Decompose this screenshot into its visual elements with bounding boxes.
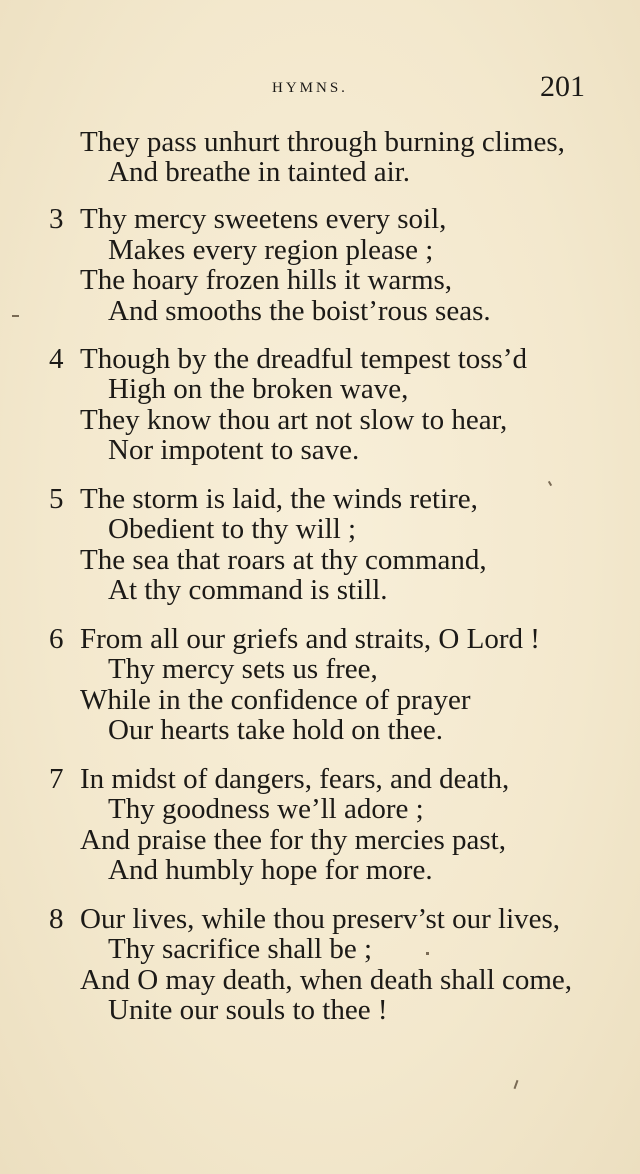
page-number: 201 bbox=[540, 70, 585, 103]
stanza-line: Our lives, while thou preserv’st our lives, bbox=[80, 903, 561, 935]
stanza-line: Thy sacrifice shall be ; bbox=[108, 933, 373, 965]
ink-speck bbox=[548, 481, 552, 486]
stanza-line: Obedient to thy will ; bbox=[108, 513, 357, 545]
stanza-line: And humbly hope for more. bbox=[108, 854, 433, 886]
stanza-line: The sea that roars at thy command, bbox=[80, 544, 487, 576]
ink-speck bbox=[12, 315, 19, 317]
stanza-line: The hoary frozen hills it warms, bbox=[80, 264, 453, 296]
running-head: HYMNS. bbox=[272, 80, 348, 96]
stanza-line: In midst of dangers, fears, and death, bbox=[80, 763, 510, 795]
stanza-line: Our hearts take hold on thee. bbox=[108, 714, 444, 746]
stanza-line: Thy mercy sets us free, bbox=[108, 653, 378, 685]
stanza-line: And praise thee for thy mercies past, bbox=[80, 824, 506, 856]
stanza-line: They know thou art not slow to hear, bbox=[80, 404, 508, 436]
stanza-line: High on the broken wave, bbox=[108, 373, 409, 405]
stanza-line: And breathe in tainted air. bbox=[108, 156, 410, 188]
stanza-number: 6 bbox=[49, 623, 64, 655]
stanza-number: 8 bbox=[49, 903, 64, 935]
ink-speck bbox=[426, 952, 429, 955]
stanza-line: They pass unhurt through burning climes, bbox=[80, 126, 565, 158]
stanza-line: While in the confidence of prayer bbox=[80, 684, 471, 716]
stanza-line: And smooths the boist’rous seas. bbox=[108, 295, 491, 327]
stanza-number: 3 bbox=[49, 203, 64, 235]
stanza-line: From all our griefs and straits, O Lord ! bbox=[80, 623, 540, 655]
stanza-line: Unite our souls to thee ! bbox=[108, 994, 388, 1026]
stanza-number: 4 bbox=[49, 343, 64, 375]
stanza-line: And O may death, when death shall come, bbox=[80, 964, 573, 996]
stanza-line: Though by the dreadful tempest toss’d bbox=[80, 343, 527, 375]
stanza-line: At thy command is still. bbox=[108, 574, 388, 606]
stanza-line: Nor impotent to save. bbox=[108, 434, 360, 466]
stanza-line: The storm is laid, the winds retire, bbox=[80, 483, 478, 515]
stanza-number: 5 bbox=[49, 483, 64, 515]
stanza-line: Makes every region please ; bbox=[108, 234, 434, 266]
stanza-line: Thy goodness we’ll adore ; bbox=[108, 793, 424, 825]
ink-speck bbox=[514, 1080, 519, 1089]
stanza-number: 7 bbox=[49, 763, 64, 795]
stanza-line: Thy mercy sweetens every soil, bbox=[80, 203, 447, 235]
